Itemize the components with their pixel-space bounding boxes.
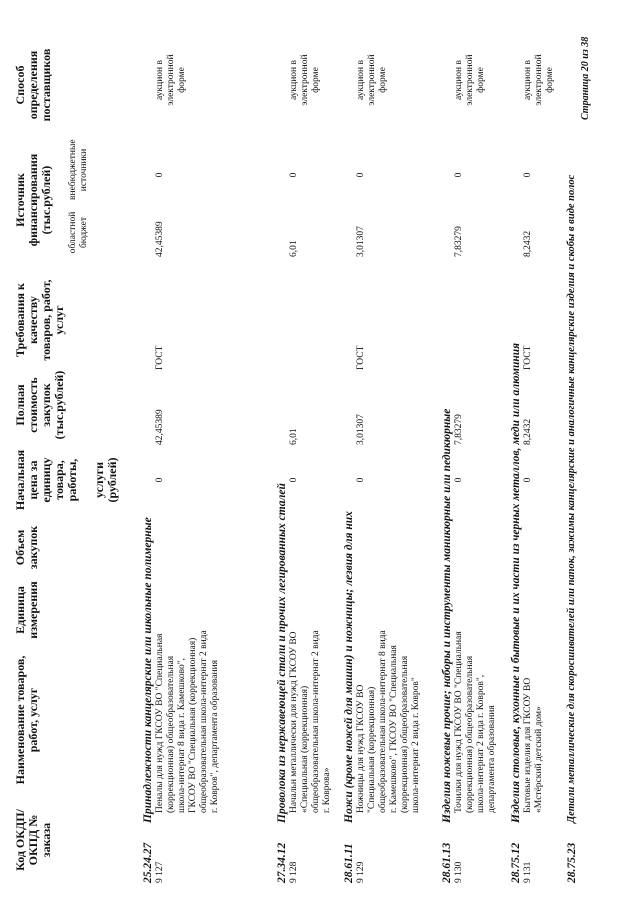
- row-offbudget: 0: [289, 172, 299, 178]
- row-regional: 8,2432: [523, 230, 533, 257]
- row-regional: 7,83279: [454, 226, 464, 257]
- row-offbudget: 0: [523, 172, 533, 178]
- row-number: 9 131: [523, 861, 533, 883]
- row-price: 0: [523, 477, 533, 483]
- row-method: аукцион в электронной форме: [289, 54, 321, 106]
- header-name: Наименование товаров, работ, услуг: [13, 655, 40, 785]
- section-code: 25.24.27: [142, 842, 154, 883]
- section-title: Детали металлические для скоросшивателей или папок, зажимы канцелярские и аналогичные канцелярские изделия и скобы в виде полос: [566, 174, 577, 823]
- header-price: Начальная цена за единицу товара, работы, услуги (рублей): [13, 449, 119, 511]
- header-code: Код ОКДП/ ОКПД № заказа: [13, 809, 53, 871]
- row-requirements: ГОСТ: [155, 345, 165, 370]
- row-method: аукцион в электронной форме: [523, 54, 555, 106]
- row-offbudget: 0: [454, 172, 464, 178]
- row-requirements: ГОСТ: [356, 345, 366, 370]
- row-price: 0: [289, 477, 299, 483]
- section-code: 28.75.23: [566, 842, 578, 883]
- row-method: аукцион в электронной форме: [356, 54, 388, 106]
- row-number: 9 129: [356, 861, 366, 883]
- section-title: Проволока из нержавеющей стали и прочих легированных сталей: [276, 483, 288, 823]
- row-regional: 6,01: [289, 240, 299, 257]
- page-number: Страница 20 из 38: [580, 36, 591, 120]
- row-name: Ножницы для нужд ГКСОУ ВО "Специальная (коррекционная) общеобразовательная школа-интернат 8 вида г. Камешково", ГКСОУ ВО "Специальная (коррекционная) общеобразовательная школа-интернат 2 вида г. Ковров": [356, 630, 421, 813]
- row-requirements: ГОСТ: [523, 345, 533, 370]
- row-regional: 42,45389: [155, 221, 165, 257]
- header-volume: Объем закупок: [13, 525, 40, 570]
- section-title: Изделия ножевые прочие; наборы и инструменты маникюрные или педикюрные: [441, 408, 453, 823]
- row-price: 0: [356, 477, 366, 483]
- section-title: Ножи (кроме ножей для машин) и ножницы; лезвия для них: [343, 511, 355, 823]
- row-price: 0: [454, 477, 464, 483]
- row-number: 9 127: [155, 861, 165, 883]
- row-method: аукцион в электронной форме: [155, 54, 187, 106]
- row-name: Точилки для нужд ГКСОУ ВО "Специальная (коррекционная) общеобразовательная школа-интернат 2 вида г. Ковров", департамента образования: [454, 631, 497, 813]
- header-requirements: Требования к качеству товаров, работ, услуг: [13, 279, 66, 361]
- header-regional: областной бюджет: [68, 211, 89, 254]
- header-method: Способ определения поставщиков: [13, 48, 53, 122]
- section-code: 28.75.12: [510, 842, 522, 883]
- row-number: 9 130: [454, 861, 464, 883]
- row-name: Начальн металлически для нужд ГКСОУ ВО «Специальная (коррекционная) общеобразовательная школа-интернат 2 вида г. Коврова»: [289, 630, 332, 813]
- row-total: 3,01307: [356, 414, 366, 445]
- row-price: 0: [155, 477, 165, 483]
- section-title: Изделия столовые, кухонные и бытовые и их части из черных металлов, меди или алюминия: [510, 342, 522, 823]
- header-unit: Единица измерения: [13, 581, 40, 639]
- header-source: Источник финансирования (тыс.рублей): [13, 153, 53, 247]
- row-regional: 3,01307: [356, 226, 366, 257]
- section-code: 28.61.11: [343, 843, 355, 883]
- row-total: 6,01: [289, 428, 299, 445]
- row-offbudget: 0: [356, 172, 366, 178]
- row-total: 7,83279: [454, 414, 464, 445]
- row-name: Бытовые изделия для ГКСОУ ВО «Мстёрский детский дом»: [523, 677, 544, 813]
- row-total: 42,45389: [155, 409, 165, 445]
- row-method: аукцион в электронной форме: [454, 54, 486, 106]
- section-title: Принадлежности канцелярские или школьные полимерные: [142, 517, 154, 823]
- header-offbudget: внебюджетные источники: [68, 139, 89, 200]
- header-total: Полная стоимость закупок (тыс.рублей): [13, 370, 66, 440]
- row-offbudget: 0: [155, 172, 165, 178]
- row-name: Пеналы для нужд ГКСОУ ВО "Специальная (коррекционная) общеобразовательная школа-интернат 8 вида г. Камешково", ГКСОУ ВО "Специальная (коррекционная) общеобразовательная школа-интернат 2 вида г. Ковров", департамента образования: [155, 630, 220, 813]
- row-number: 9 128: [289, 861, 299, 883]
- section-code: 28.61.13: [441, 842, 453, 883]
- row-total: 8,2432: [523, 418, 533, 445]
- section-code: 27.34.12: [276, 842, 288, 883]
